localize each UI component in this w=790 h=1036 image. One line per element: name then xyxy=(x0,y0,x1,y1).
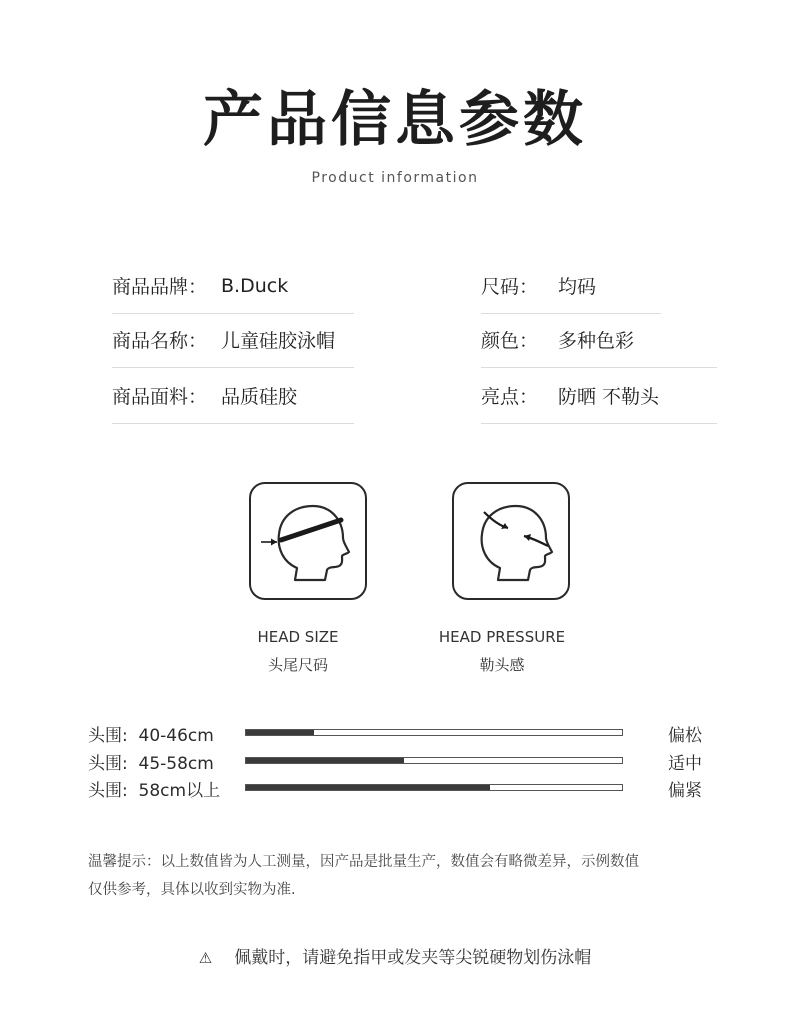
spec-brand xyxy=(112,258,354,314)
size-row xyxy=(0,775,790,801)
head-size-caption-en: HEAD SIZE xyxy=(257,628,339,646)
size-bar-fill xyxy=(246,758,404,763)
tips-line: 仅供参考，具体以收到实物为准. xyxy=(88,882,296,898)
head-pressure-caption-en: HEAD PRESSURE xyxy=(438,628,566,646)
size-row xyxy=(0,748,790,774)
spec-size xyxy=(481,258,661,314)
size-bar xyxy=(245,757,623,764)
page-title: 产品信息参数 xyxy=(203,85,587,155)
tips-note xyxy=(88,848,708,904)
spec-value: 防晒 不勒头 xyxy=(558,386,660,408)
size-row-label: 头围: 58cm以上 xyxy=(88,781,221,801)
size-bar xyxy=(245,784,623,791)
spec-material xyxy=(112,368,354,424)
size-row-fit: 偏紧 xyxy=(668,781,702,801)
spec-value: B.Duck xyxy=(221,274,289,297)
spec-label: 商品品牌： xyxy=(112,276,208,298)
spec-name xyxy=(112,312,354,368)
page-subtitle: Product information xyxy=(311,170,479,186)
spec-highlight xyxy=(481,368,717,424)
size-row-fit: 适中 xyxy=(668,754,702,774)
size-row-fit: 偏松 xyxy=(668,726,702,746)
size-row xyxy=(0,720,790,746)
head-size-caption-zh: 头尾尺码 xyxy=(267,656,328,674)
spec-value: 均码 xyxy=(558,276,597,298)
size-row-label: 头围: 45-58cm xyxy=(88,754,214,774)
head-size-icon xyxy=(249,482,367,600)
size-bar-fill xyxy=(246,730,314,735)
head-pressure-caption-zh: 勒头感 xyxy=(479,656,525,674)
tips-line: 温馨提示：以上数值皆为人工测量，因产品是批量生产，数值会有略微差异，示例数值 xyxy=(88,854,639,870)
spec-color xyxy=(481,312,717,368)
spec-label: 商品名称： xyxy=(112,330,208,352)
spec-label: 商品面料： xyxy=(112,386,208,408)
size-bar xyxy=(245,729,623,736)
spec-value: 儿童硅胶泳帽 xyxy=(221,330,336,352)
warning-icon: ⚠ xyxy=(198,949,213,967)
spec-value: 多种色彩 xyxy=(558,330,635,352)
warning-line xyxy=(0,943,790,968)
size-bar-fill xyxy=(246,785,490,790)
warning-text: 佩戴时，请避免指甲或发夹等尖锐硬物划伤泳帽 xyxy=(234,948,592,968)
spec-label: 亮点： xyxy=(481,386,539,408)
spec-value: 品质硅胶 xyxy=(221,386,298,408)
head-pressure-icon xyxy=(452,482,570,600)
spec-label: 颜色： xyxy=(481,330,539,352)
size-row-label: 头围: 40-46cm xyxy=(88,726,214,746)
spec-label: 尺码： xyxy=(481,276,539,298)
